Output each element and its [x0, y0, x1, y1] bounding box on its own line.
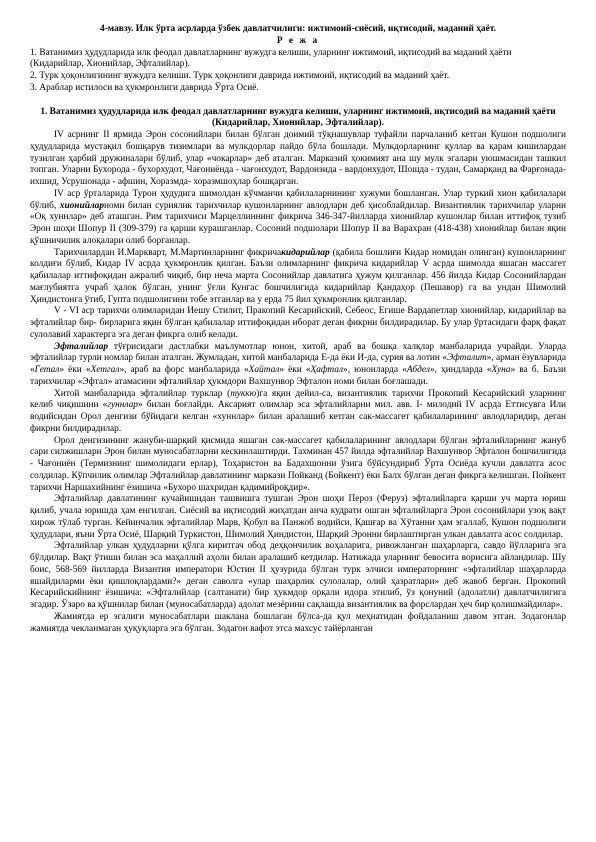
paragraph-9: Эфталийлар улкан ҳудудларни қўлга киритгач обод деҳқончилик воҳаларига, ривожланган шаҳарларга, савдо йўлларига эга бўлдилар. Вақт ўтиши билан эса маҳаллий аҳоли билан аралашиб кетдилар. Натижада уларнинг бевосита ворисига айландилар. Шу боис, 568-569 йилларда Византия императори Юстин II ҳузурида бўлган турк элчиси императорнинг «эфталийлар шаҳарларда яшайдиларми ёки қишлоқлардами?» деган саволга «улар шаҳарлик сулолалар, олий ҳазратлари» деб жавоб берган. Прокопий Кесарийскийнинг ёзишича: «Эфталийлар (салтанати) бир ҳукмдор орқали идора этилиб, ўз қонуний (адолатли) давлатчилигига эгадир. Ўзаро ва қўшнилар билан (муносабатларда) адолат мезёрини сақлашда византиялик ва форслардан ҳеч бир қолишмайдилар». [30, 541, 566, 610]
paragraph-10: Жамиятда ер эгалиги муносабатлари шаклана бошлаган бўлса-да қул меҳнатидан фойдаланиш давом этган. Зодагонлар жамиятда чекланмаган ҳуқуқларга эга бўлган. Зодагон вафот этса махсус тайёрланган [30, 611, 566, 634]
paragraph-5-text: » ёки « [279, 365, 311, 375]
term-hephthalites: Эфталийлар [54, 341, 109, 352]
paragraph-5-text: » ва б. Баъзи тарихчилар «Эфтал» атамасини эфталийлар ҳукмдори Вахшунвор Эфталон номи билан боғлашади. [30, 365, 566, 387]
section-heading: 1. Ватанимиз ҳудудларида илк феодал давлатларнинг вужудга келиши, уларнинг ижтимоий, иқтисодий ва маданий ҳаёти (Кидарийлар, Хионийлар, Эфталийлар). [40, 106, 556, 129]
plan-item-2: 2. Турк ҳоқонлигининг вужудга келиши. Турк ҳоқонлиги даврида ижтимоий, иқтисодий ва маданий ҳаёт. [30, 71, 450, 81]
name-variant: Ҳафтал [310, 365, 344, 375]
plan-heading: Р е ж а [276, 35, 320, 46]
paragraph-3-text-a: Тарихчилардан И.Маркварт, М.Мартинларнинг фикрича [54, 247, 282, 258]
paragraph-2-text-a: IV аср ўрталарида Турон ҳудудига шимолдан кўчманчи қабилаларнининг хужуми бошланган. Улар туркий хион қабилалари бўлиб, [30, 188, 566, 211]
paragraph-6-text: Хитой манбаларида эфталийлар турклар ( [54, 388, 231, 399]
paragraph-3-text-c: (қабила бошлиғи Кидар номидан олинган) кушонларнинг колдиғи бўлиб, Кидар IV асрда ҳукмронлик қилган. Баъзи олимларнинг фикрича кидарийлар V асрда шимолда яшаган массагет қабилалар иттифоқидан ажралиб чиқиб, бир неча марта Сосонийлар давлатига ҳужум қилганлар. 456 йилда Кидар Сосонийлардан мағлубиятга учраб ҳалок бўлган, унинг ўғли Кунгас бошчилигида кидарийлар Қандаҳор (Пешавор) га ва ундан Шимолий Ҳиндистонга ўтиб, Гупта подшолигини тобе этганлар ва у ерда 75 йил ҳукмронлик қилганлар. [30, 247, 566, 305]
paragraph-5 [30, 342, 566, 389]
paragraph-5-text: », араб ва форс манбаларида « [119, 365, 249, 375]
paragraph-5-text: », арман ёзувларида « [30, 353, 567, 375]
name-variant: Хуна [491, 365, 511, 375]
paragraph-5-text: », ҳиндларда « [429, 365, 492, 375]
paragraph-1: IV асрнинг II ярмида Эрон сосонийлари билан бўлган доимий тўқнашувлар туфайли парчаланиб кетган Кушон подшолиги ҳудудларида мустақил бошқарув тизимлари ва мулкдорлар пайдо бўла бошлади. Мулкдорларнинг қуллар ва қарам кишилардан тузилган ҳарбий дружиналари бўлиб, улар «чокарлар» деб аталган. Марказий ҳокимият ана шу мулк эгалари уюшмасидан ташкил топган. Уларни Бухорода - бухорхудот, Чағониёнда - чағонхудот, Вардонзида - вардонхудот, Шошда - тудан, Самарқанд ва Фарғонада- ихшид, Усрушонада - афшин, Хоразмда- хоразмшоҳлар бошқарган. [30, 130, 566, 187]
paragraph-5-text: » ёки « [59, 365, 91, 375]
paragraph-5-text: », юнонларда « [343, 365, 407, 375]
document-title: 4-мавзу. Илк ўрта асрларда ўзбек давлатчилиги: ижтимоий-сиёсий, иқтисодий, маданий ҳаёт. [100, 24, 496, 34]
plan-item-3: 3. Араблар истилоси ва ҳукмронлиги даврида Ўрта Осиё. [30, 82, 259, 93]
term-kidarites: кидарийлар [281, 247, 330, 258]
plan-item-1: 1. Ватанимиз ҳудудларида илк феодал давлатларнинг вужудга келиши, уларнинг ижтимоий, иқтисодий ва маданий ҳаёти (Кидарийлар, Хионийлар, Эфталийлар). [30, 47, 512, 70]
paragraph-6 [30, 389, 566, 436]
name-variant: Абдел [406, 365, 430, 375]
paragraph-6-text: )га яқин дейил-са, византиялик тарихчи Прокопий Кесарийский уларнинг келиб чиқишини « [30, 388, 567, 411]
name-variant: Гетал [34, 365, 60, 375]
paragraph-7: Орол денгизининг жануби-шарқий қисмида яшаган сак-массагет қабилаларининг авлодлари бўлган эфталийларнинг жануб сари силжишлари Эрон билан муносабатларни кескинлаштирди. Тахминан 457 йилда эфталийлар Вахшунвор Эфталон бошчилигида - Чағониён (Термизнинг шимолидаги ерлар), Тоҳаристон ва Бадахшонни ўзига бўйсундириб Ўрта Осиёда кучли давлатга асос солдилар. Кўпчилик олимлар Эфталийлар давлатининг маркази Пойканд (Бойкент) ёки Балх бўлган деган фикрга келишган. Пойкент тарихчи Наршахийнинг ёзишича «Бухоро шахридан қадимийроқдир». [30, 435, 566, 493]
name-variant: туккю [230, 388, 257, 399]
paragraph-6-text: » билан боғлайди. Аксарият олимлар эса эфталийларни мил. авв. I- милодий IV асрда Еттисувга Или водийсидан Орол денгизи бўйидаги келган «хуннлар» билан аралашиб кетган сак-массагет қабилаларининг авлодларидир, деган фикрни билдирадилар. [30, 400, 566, 434]
paragraph-8: Эфталийлар давлатининг кучайишидан ташвишга тушган Эрон шоҳи Пероз (Феруз) эфталийларга қарши уч марта юриш қилиб, учала юришда ҳам енгилган. Сиёсий ва иқтисодий жиҳатдан анча кудрати ошган эфталийларга Эрон сосонийлари узоқ вақт хирож тўлаб турган. Кейинчалик эфталийлар Марв, Қобул ва Панжоб водийси, Қашғар ва Хўтанни ҳам эгаллаб, Кушон подшолиги ҳудудлари, яъни Ўрта Осиё, Шарқий Туркистон, Шимолий Ҳиндистон, Шарқий Эронни бирлаштирган улкан давлатга асос солдилар. [30, 494, 566, 540]
paragraph-3 [30, 248, 566, 307]
paragraph-4: V - VI аср тарихчи олимларидан Иешу Стилит, Пракопий Кесарийский, Себеос, Егише Вардапетлар хионийлар, кидарийлар ва эфталийлар бир- бирларига яқин бўлган қабилалар иттифоқидан иборат деган фикрни билдирадилар. Бу улар ўртасидаги фарқ фақат сулолавий характерга эга деган фикрга олиб келади. [30, 306, 566, 340]
name-variant: Хайтал [248, 365, 280, 375]
name-variant: гуннлар [107, 400, 138, 411]
name-variant: Хетгал [90, 365, 120, 375]
paragraph-2-text-c: номи билан суриялик тарихчилар кушонларнинг авлодлари деб ҳисоблайдилар. Византиялик тарихчилар уларни «Оқ хуннлар» деб аташган. Рим тарихчиси Марцеллиннинг фикрича 346-347-йилларда хионийлар кушонлар билан иттифоқ тузиб Эрон шоҳи Шопур II (309-379) га қарши курашганлар. Сосоний подшолари Шопур II ва Варахран (418-438) хионийлар билан яқин қўшничилик алоқалари олиб борганлар. [30, 200, 566, 246]
paragraph-2 [30, 189, 566, 248]
paragraph-5-text: тўғрисидаги дастлабки маълумотлар юнон, хитой, араб ва бошқа халқлар манбаларида учрайди. Уларда эфталийлар турли номлар билан аталган. Жумладан, хитой манбаларида Е-да ёки И-да, сурия ва лотин « [30, 341, 566, 364]
name-variant: Эфталит [446, 353, 487, 364]
term-hionites: хионийлар [59, 200, 105, 211]
